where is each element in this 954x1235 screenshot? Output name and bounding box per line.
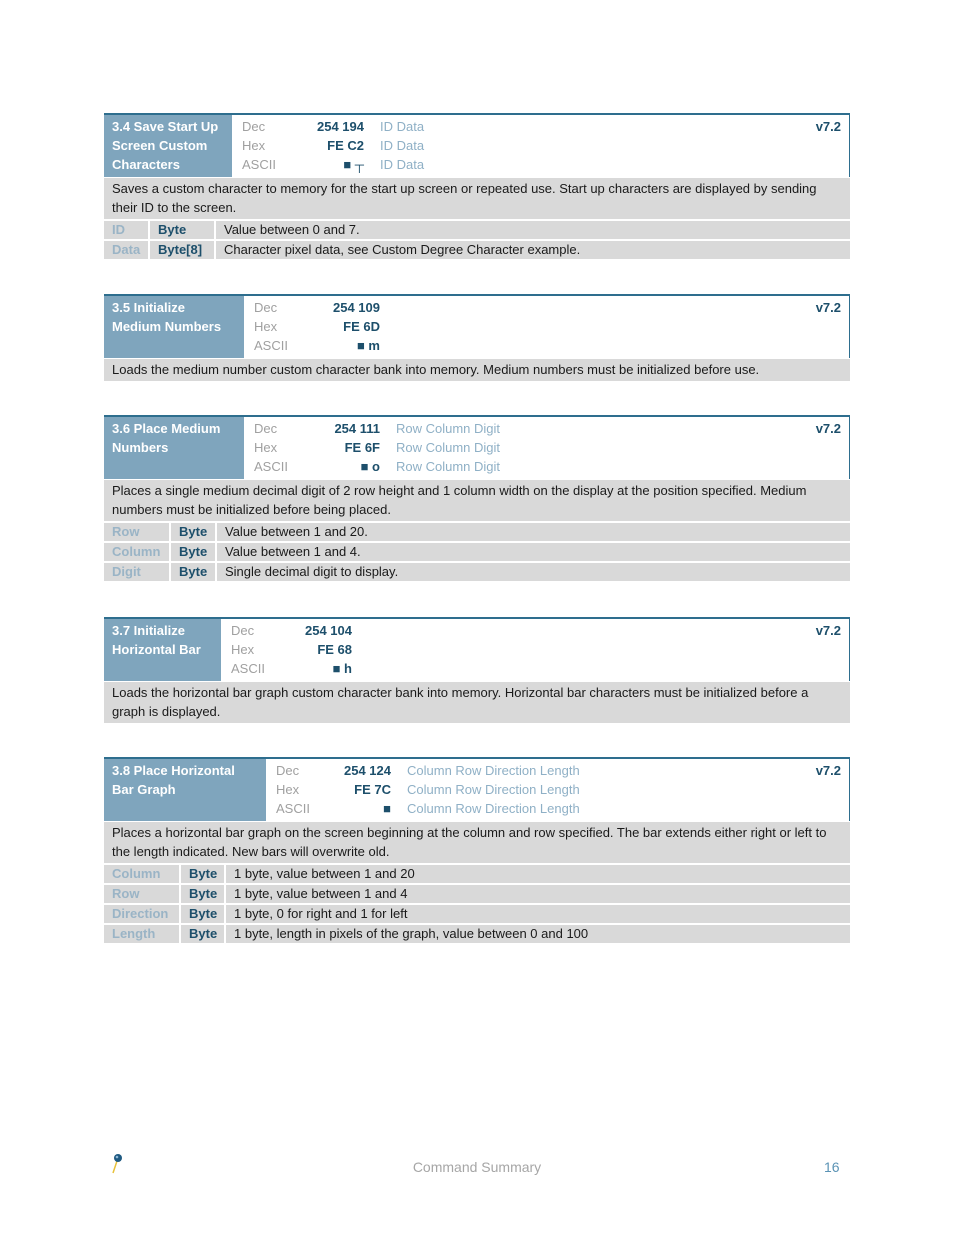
- param-name: Length: [104, 925, 181, 943]
- param-name: Column: [104, 865, 181, 883]
- command-title: [104, 619, 221, 681]
- command-block-3-8: [104, 757, 850, 943]
- param-row: [104, 903, 850, 923]
- param-type: Byte: [181, 885, 226, 903]
- param-row: [104, 883, 850, 903]
- param-name: Direction: [104, 905, 181, 923]
- hex-row: [242, 136, 839, 155]
- ascii-label: ASCII: [231, 661, 265, 676]
- version-label: v7.2: [815, 421, 841, 436]
- command-header: [104, 294, 850, 358]
- command-codes: [244, 417, 849, 479]
- param-list: Column Row Direction Length: [407, 782, 580, 797]
- param-name: Column: [104, 543, 171, 561]
- dec-row: [254, 298, 839, 317]
- param-type: Byte: [171, 563, 217, 581]
- param-desc: Value between 0 and 7.: [224, 222, 360, 237]
- command-block-3-7: [104, 617, 850, 723]
- param-desc: Value between 1 and 4.: [225, 544, 361, 559]
- dec-label: Dec: [254, 300, 278, 315]
- ascii-row: [276, 799, 839, 818]
- hex-row: [254, 438, 839, 457]
- ascii-label: ASCII: [276, 801, 310, 816]
- version-label: v7.2: [815, 119, 841, 134]
- dec-row: [231, 621, 839, 640]
- param-list: Row Column Digit: [396, 459, 501, 474]
- hex-row: [231, 640, 839, 659]
- param-name: Data: [104, 241, 150, 259]
- dec-value: 254 194: [317, 119, 364, 134]
- hex-value: FE 68: [317, 642, 352, 657]
- ascii-row: [254, 457, 839, 476]
- ascii-value: ■ ┬: [343, 157, 364, 172]
- command-description: Loads the medium number custom character bank into memory. Medium numbers must be initialized before use.: [104, 358, 850, 381]
- dec-label: Dec: [254, 421, 278, 436]
- param-list: ID Data: [380, 138, 425, 153]
- command-block-3-6: [104, 415, 850, 581]
- hex-value: FE 6F: [344, 440, 380, 455]
- ascii-label: ASCII: [254, 338, 288, 353]
- param-type: Byte: [150, 221, 216, 239]
- command-codes: [244, 296, 849, 358]
- param-name: Row: [104, 523, 171, 541]
- command-title-line: 3.7 Initialize: [112, 623, 185, 638]
- command-title-line: Bar Graph: [112, 782, 176, 797]
- dec-label: Dec: [242, 119, 266, 134]
- command-title-line: Numbers: [112, 440, 169, 455]
- ascii-value: ■: [383, 801, 391, 816]
- command-block-3-4: [104, 113, 850, 259]
- param-type: Byte: [181, 925, 226, 943]
- command-codes: [232, 115, 849, 177]
- command-title-line: 3.5 Initialize: [112, 300, 185, 315]
- version-label: v7.2: [815, 300, 841, 315]
- command-title: [104, 296, 244, 358]
- command-header: [104, 617, 850, 681]
- hex-label: Hex: [242, 138, 266, 153]
- param-list: Column Row Direction Length: [407, 801, 580, 816]
- hex-value: FE C2: [327, 138, 364, 153]
- param-type: Byte: [181, 865, 226, 883]
- command-header: [104, 113, 850, 177]
- param-row: [104, 521, 850, 541]
- param-type: Byte: [171, 523, 217, 541]
- param-list: Row Column Digit: [396, 421, 501, 436]
- hex-row: [254, 317, 839, 336]
- hex-label: Hex: [231, 642, 255, 657]
- param-row: [104, 561, 850, 581]
- param-desc: Value between 1 and 20.: [225, 524, 368, 539]
- hex-row: [276, 780, 839, 799]
- command-description: Places a single medium decimal digit of 2 row height and 1 column width on the display at the position specified. Medium numbers must be initialized before being placed.: [104, 479, 850, 521]
- ascii-row: [231, 659, 839, 678]
- ascii-row: [242, 155, 839, 174]
- dec-row: [276, 761, 839, 780]
- version-label: v7.2: [815, 623, 841, 638]
- hex-value: FE 6D: [343, 319, 380, 334]
- ascii-value: ■ m: [356, 338, 380, 353]
- version-label: v7.2: [815, 763, 841, 778]
- param-type: Byte[8]: [150, 241, 216, 259]
- command-header: [104, 757, 850, 821]
- param-type: Byte: [171, 543, 217, 561]
- dec-value: 254 104: [305, 623, 352, 638]
- command-description: Loads the horizontal bar graph custom character bank into memory. Horizontal bar characters must be initialized before a graph is displayed.: [104, 681, 850, 723]
- command-codes: [221, 619, 849, 681]
- param-row: [104, 923, 850, 943]
- ascii-value: ■ h: [332, 661, 352, 676]
- hex-value: FE 7C: [354, 782, 391, 797]
- param-list: Row Column Digit: [396, 440, 501, 455]
- command-title-line: Screen Custom: [112, 138, 208, 153]
- command-title-line: 3.4 Save Start Up: [112, 119, 219, 134]
- param-name: Row: [104, 885, 181, 903]
- dec-row: [242, 117, 839, 136]
- dec-value: 254 109: [333, 300, 380, 315]
- command-codes: [266, 759, 849, 821]
- hex-label: Hex: [254, 319, 278, 334]
- dec-label: Dec: [276, 763, 300, 778]
- command-title-line: 3.8 Place Horizontal: [112, 763, 235, 778]
- hex-label: Hex: [254, 440, 278, 455]
- command-title: [104, 417, 244, 479]
- command-header: [104, 415, 850, 479]
- command-title-line: 3.6 Place Medium: [112, 421, 221, 436]
- param-desc: 1 byte, value between 1 and 20: [234, 866, 415, 881]
- hex-label: Hex: [276, 782, 300, 797]
- param-name: Digit: [104, 563, 171, 581]
- ascii-value: ■ o: [360, 459, 380, 474]
- param-name: ID: [104, 221, 150, 239]
- command-description: Places a horizontal bar graph on the screen beginning at the column and row specified. The bar extends either right or left to the length indicated. New bars will overwrite old.: [104, 821, 850, 863]
- command-title: [104, 759, 266, 821]
- param-desc: 1 byte, length in pixels of the graph, value between 0 and 100: [234, 926, 589, 941]
- param-row: [104, 541, 850, 561]
- ascii-row: [254, 336, 839, 355]
- page-number: 16: [824, 1159, 840, 1175]
- command-description: Saves a custom character to memory for the start up screen or repeated use. Start up characters are displayed by sending their ID to the screen.: [104, 177, 850, 219]
- param-list: Column Row Direction Length: [407, 763, 580, 778]
- param-desc: 1 byte, value between 1 and 4: [234, 886, 408, 901]
- command-block-3-5: [104, 294, 850, 381]
- command-title: [104, 115, 232, 177]
- dec-value: 254 124: [344, 763, 391, 778]
- param-row: [104, 239, 850, 259]
- param-row: [104, 863, 850, 883]
- param-type: Byte: [181, 905, 226, 923]
- dec-value: 254 111: [334, 421, 380, 436]
- command-title-line: Medium Numbers: [112, 319, 222, 334]
- param-list: ID Data: [380, 119, 425, 134]
- ascii-label: ASCII: [254, 459, 288, 474]
- ascii-label: ASCII: [242, 157, 276, 172]
- command-title-line: Characters: [112, 157, 180, 172]
- param-desc: 1 byte, 0 for right and 1 for left: [234, 906, 408, 921]
- param-desc: Character pixel data, see Custom Degree Character example.: [224, 242, 581, 257]
- dec-row: [254, 419, 839, 438]
- dec-label: Dec: [231, 623, 255, 638]
- param-list: ID Data: [380, 157, 425, 172]
- command-title-line: Horizontal Bar: [112, 642, 201, 657]
- param-desc: Single decimal digit to display.: [225, 564, 399, 579]
- param-row: [104, 219, 850, 239]
- footer-section-title: Command Summary: [412, 1159, 542, 1175]
